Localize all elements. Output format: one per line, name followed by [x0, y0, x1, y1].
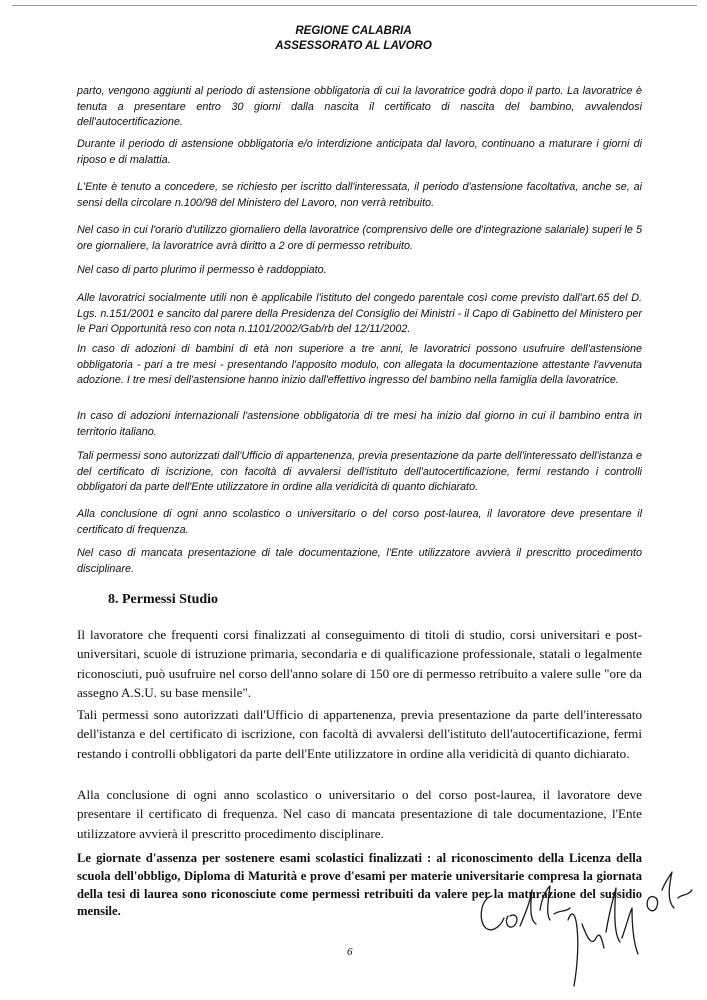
paragraph-orario-giornaliero: Nel caso in cui l'orario d'utilizzo giornaliero della lavoratrice (comprensivo delle ore d'integrazione salariale) superi le 5 ore giornaliere, la lavoratrice avrà diritto a 2 ore di permesso retribuito. [77, 224, 642, 252]
scan-top-edge-line [12, 5, 697, 6]
signature-stroke [540, 886, 550, 920]
handwritten-signatures [470, 868, 700, 1000]
paragraph-astensione-facoltativa: L'Ente è tenuto a concedere, se richiesto per iscritto dall'interessata, il periodo d'astensione facoltativa, anche se, ai sensi della circolare n.100/98 del Ministero del Lavoro, non verrà retribuito. [77, 181, 642, 209]
signature-stroke [582, 924, 604, 948]
signature-stroke [647, 897, 657, 911]
paragraph-permessi-studio: Il lavoratore che frequenti corsi finalizzati al conseguimento di titoli di studio, corsi universitari e post-universitari, scuole di istruzione primaria, secondaria e di qualificazione professionale, statali o legalmente riconosciuti, può usufruire nel corso dell'anno solare di 150 ore di permesso retribuito a valere sulle "ore da assegno A.S.U. su base mensile". [77, 627, 642, 701]
header-region: REGIONE CALABRIA [295, 25, 412, 37]
signature-stroke [678, 890, 692, 898]
paragraph-parto: parto, vengono aggiunti al periodo di astensione obbligatoria di cui la lavoratrice godrà dopo il parto. La lavoratrice è tenuta a presentare entro 30 giorni dalla nascita il certificato di nascita del bambino, avvalendosi dell'autocertificazione. [77, 85, 642, 129]
paragraph-astensione-obbligatoria: Durante il periodo di astensione obbligatoria e/o interdizione anticipata dal lavoro, continuano a maturare i giorni di riposo e di malattia. [77, 138, 642, 166]
signature-stroke [520, 890, 536, 926]
paragraph-congedo-parentale: Alle lavoratrici socialmente utili non è applicabile l'istituto del congedo parentale così come previsto dall'art.65 del D. Lgs. n.151/2001 e sancito dal parere della Presidenza del Consiglio dei Ministri - il Capo di Gabinetto del Ministero per le Pari Opportunità reso con nota n.1101/2002/Gab/rb del 12/11/2002. [77, 292, 642, 336]
paragraph-frequenza-studio: Alla conclusione di ogni anno scolastico o universitario o del corso post-laurea, il lavoratore deve presentare il certificato di frequenza. Nel caso di mancata presentazione di tale documentazione, l'Ente utilizzatore avvierà il prescritto procedimento disciplinare. [77, 787, 642, 841]
paragraph-procedimento-disciplinare: Nel caso di mancata presentazione di tale documentazione, l'Ente utilizzatore avvierà il prescritto procedimento disciplinare. [77, 547, 642, 575]
signature-stroke [662, 872, 674, 908]
paragraph-adozioni: In caso di adozioni di bambini di età non superiore a tre anni, le lavoratrici possono usufruire dell'astensione obbligatoria - pari a tre mesi - presentando l'apposito modulo, con allegata la documentazione attestante l'avvenuta adozione. I tre mesi dell'astensione hanno inizio dall'effettivo ingresso del bambino nella famiglia della lavoratrice. [77, 343, 642, 387]
signature-stroke [622, 908, 638, 954]
signature-stroke [481, 896, 504, 930]
paragraph-giornate-esami: Le giornate d'assenza per sostenere esami scolastici finalizzati : al riconoscimento della Licenza della scuola dell'obbligo, Diploma di Maturità e prove d'esami per materie universitarie compresa la giornata della tesi di laurea sono riconosciute come permessi retribuiti da valere per la maturazione del sussidio mensile. [77, 851, 642, 919]
page-number: 6 [347, 946, 353, 958]
header-department: ASSESSORATO AL LAVORO [275, 40, 432, 52]
section-title: 8. Permessi Studio [108, 592, 219, 607]
signature-stroke [568, 914, 578, 986]
paragraph-adozioni-internazionali: In caso di adozioni internazionali l'astensione obbligatoria di tre mesi ha inizio dal giorno in cui il bambino entra in territorio italiano. [77, 410, 642, 438]
paragraph-certificato-frequenza: Alla conclusione di ogni anno scolastico o universitario o del corso post-laurea, il lavoratore deve presentare il certificato di frequenza. [77, 508, 642, 536]
paragraph-autorizzazione-studio: Tali permessi sono autorizzati dall'Ufficio di appartenenza, previa presentazione da parte dell'interessato dell'istanza e del certificato di iscrizione, con facoltà di avvalersi dell'istituto dell'autocertificazione, fermi restando i controlli obbligatori da parte dell'Ente utilizzatore in ordine alla veridicità di quanto dichiarato. [77, 707, 642, 761]
paragraph-autorizzazione: Tali permessi sono autorizzati dall'Ufficio di appartenenza, previa presentazione da parte dell'interessato dell'istanza e del certificato di iscrizione, con facoltà di avvalersi dell'istituto dell'autocertificazione, fermi restando i controlli obbligatori da parte dell'Ente utilizzatore in ordine alla veridicità di quanto dichiarato. [77, 450, 642, 494]
signature-stroke [506, 915, 517, 927]
paragraph-parto-plurimo: Nel caso di parto plurimo il permesso è raddoppiato. [77, 264, 327, 276]
page-header [0, 24, 707, 54]
signature-stroke [554, 908, 570, 914]
signature-stroke [606, 888, 620, 942]
